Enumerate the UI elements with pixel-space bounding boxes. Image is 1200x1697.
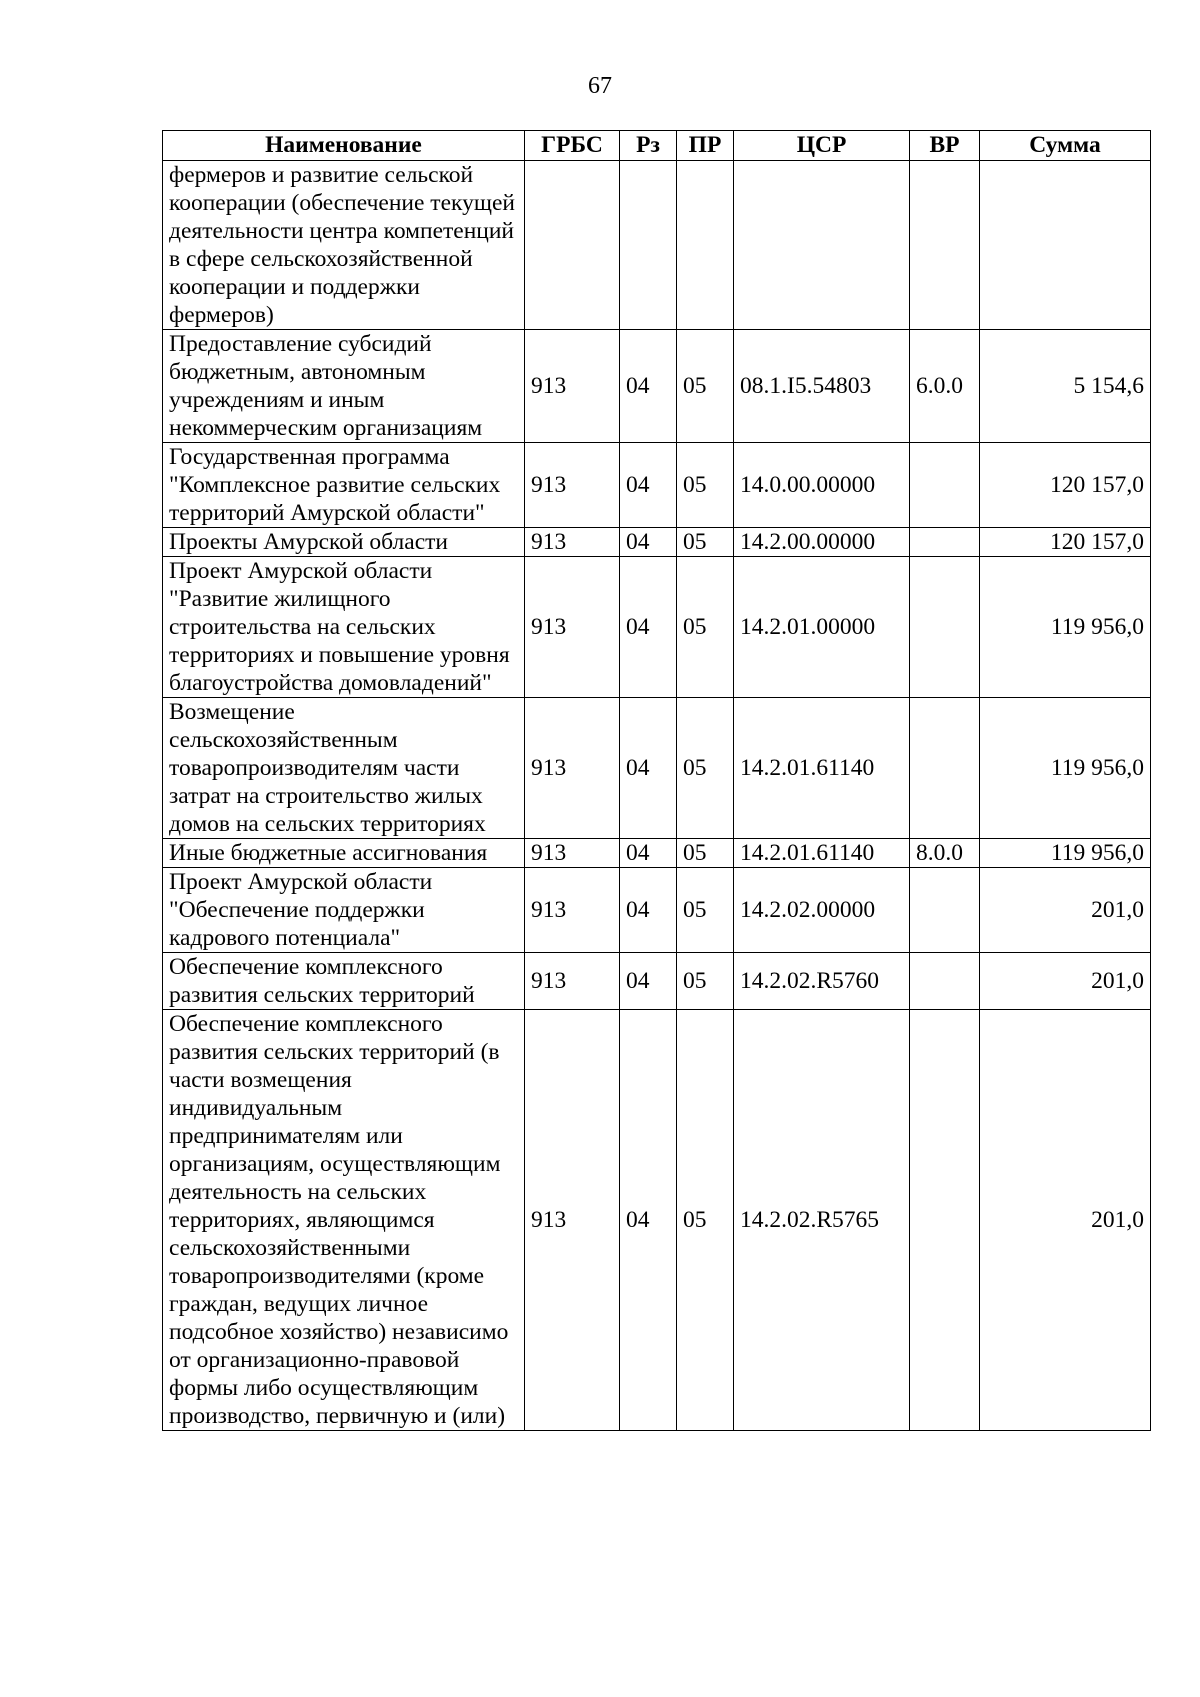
row-grbs: 913: [525, 839, 620, 868]
table-row: [163, 953, 1151, 1010]
header-sum: Сумма: [980, 131, 1151, 161]
row-name: Возмещение сельскохозяйственным товаропроизводителям части затрат на строительство жилых домов на сельских территориях: [163, 698, 525, 839]
row-vr: [910, 161, 980, 330]
header-row: [163, 131, 1151, 161]
row-pr: [677, 161, 734, 330]
row-name: Проект Амурской области "Развитие жилищного строительства на сельских территориях и повышение уровня благоустройства домовладений": [163, 557, 525, 698]
row-csr: 14.2.02.00000: [734, 868, 910, 953]
row-rz: 04: [620, 330, 677, 443]
row-pr: 05: [677, 953, 734, 1010]
row-vr: [910, 868, 980, 953]
row-rz: [620, 161, 677, 330]
row-rz: 04: [620, 557, 677, 698]
header-csr: ЦСР: [734, 131, 910, 161]
row-vr: 8.0.0: [910, 839, 980, 868]
row-sum: 201,0: [980, 1010, 1151, 1431]
row-sum: 119 956,0: [980, 557, 1151, 698]
header-pr: ПР: [677, 131, 734, 161]
row-csr: 14.2.01.61140: [734, 698, 910, 839]
row-csr: 14.2.02.R5765: [734, 1010, 910, 1431]
row-csr: 14.2.01.61140: [734, 839, 910, 868]
row-grbs: 913: [525, 528, 620, 557]
row-sum: 5 154,6: [980, 330, 1151, 443]
table-row: [163, 557, 1151, 698]
row-rz: 04: [620, 528, 677, 557]
row-sum: 119 956,0: [980, 698, 1151, 839]
row-name: Проект Амурской области "Обеспечение поддержки кадрового потенциала": [163, 868, 525, 953]
row-csr: 08.1.I5.54803: [734, 330, 910, 443]
row-csr: 14.0.00.00000: [734, 443, 910, 528]
row-pr: 05: [677, 698, 734, 839]
table-row: [163, 839, 1151, 868]
row-pr: 05: [677, 839, 734, 868]
row-grbs: 913: [525, 868, 620, 953]
row-grbs: 913: [525, 698, 620, 839]
table-row: [163, 161, 1151, 330]
row-sum: [980, 161, 1151, 330]
row-grbs: 913: [525, 953, 620, 1010]
row-name: Предоставление субсидий бюджетным, автономным учреждениям и иным некоммерческим организациям: [163, 330, 525, 443]
table-row: [163, 528, 1151, 557]
row-grbs: [525, 161, 620, 330]
row-vr: [910, 1010, 980, 1431]
header-rz: Рз: [620, 131, 677, 161]
row-csr: 14.2.01.00000: [734, 557, 910, 698]
row-csr: 14.2.02.R5760: [734, 953, 910, 1010]
row-sum: 119 956,0: [980, 839, 1151, 868]
header-vr: ВР: [910, 131, 980, 161]
row-name: Обеспечение комплексного развития сельских территорий: [163, 953, 525, 1010]
row-vr: [910, 557, 980, 698]
row-grbs: 913: [525, 557, 620, 698]
row-name: Иные бюджетные ассигнования: [163, 839, 525, 868]
row-name: Обеспечение комплексного развития сельских территорий (в части возмещения индивидуальным предпринимателям или организациям, осуществляющим деятельность на сельских территориях, являющимся сельскохозяйственными товаропроизводителями (кроме граждан, ведущих личное подсобное хозяйство) независимо от организационно-правовой формы либо осуществляющим производство, первичную и (или): [163, 1010, 525, 1431]
row-grbs: 913: [525, 1010, 620, 1431]
row-rz: 04: [620, 839, 677, 868]
row-vr: 6.0.0: [910, 330, 980, 443]
row-rz: 04: [620, 443, 677, 528]
row-csr: [734, 161, 910, 330]
row-pr: 05: [677, 443, 734, 528]
row-sum: 201,0: [980, 953, 1151, 1010]
row-pr: 05: [677, 330, 734, 443]
table-row: [163, 1010, 1151, 1431]
row-rz: 04: [620, 953, 677, 1010]
row-pr: 05: [677, 557, 734, 698]
table-row: [163, 868, 1151, 953]
row-rz: 04: [620, 1010, 677, 1431]
table-row: [163, 443, 1151, 528]
row-pr: 05: [677, 868, 734, 953]
row-name: Государственная программа "Комплексное развитие сельских территорий Амурской области": [163, 443, 525, 528]
header-name: Наименование: [163, 131, 525, 161]
budget-table: [162, 130, 1151, 1431]
page-number: 67: [588, 73, 612, 99]
table-row: [163, 330, 1151, 443]
header-grbs: ГРБС: [525, 131, 620, 161]
row-vr: [910, 443, 980, 528]
row-name: Проекты Амурской области: [163, 528, 525, 557]
row-grbs: 913: [525, 330, 620, 443]
row-rz: 04: [620, 698, 677, 839]
row-sum: 201,0: [980, 868, 1151, 953]
row-sum: 120 157,0: [980, 528, 1151, 557]
row-pr: 05: [677, 1010, 734, 1431]
row-sum: 120 157,0: [980, 443, 1151, 528]
row-pr: 05: [677, 528, 734, 557]
row-rz: 04: [620, 868, 677, 953]
row-csr: 14.2.00.00000: [734, 528, 910, 557]
table-row: [163, 698, 1151, 839]
row-name: фермеров и развитие сельской кооперации (обеспечение текущей деятельности центра компетенций в сфере сельскохозяйственной кооперации и поддержки фермеров): [163, 161, 525, 330]
row-vr: [910, 528, 980, 557]
row-grbs: 913: [525, 443, 620, 528]
row-vr: [910, 953, 980, 1010]
row-vr: [910, 698, 980, 839]
